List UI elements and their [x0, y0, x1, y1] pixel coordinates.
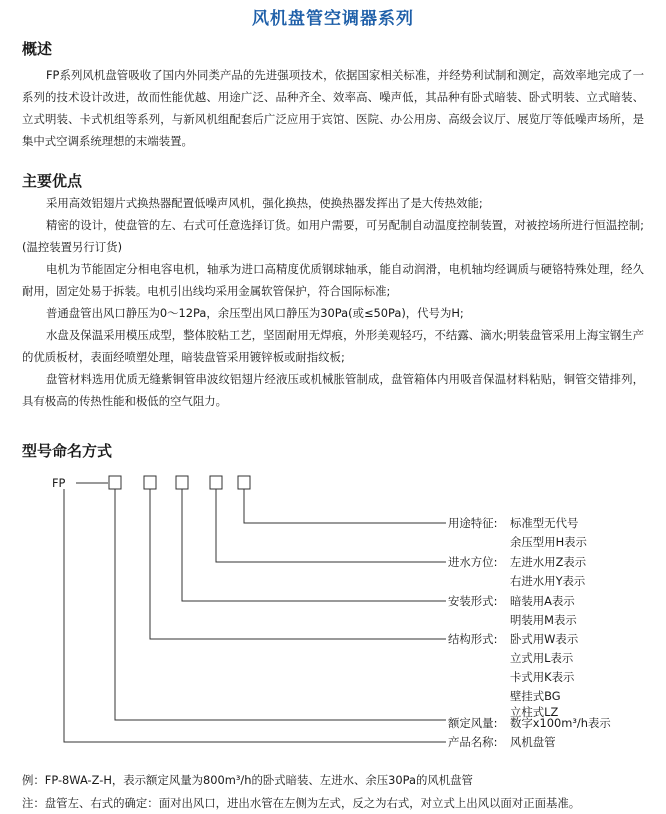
advantages-heading: 主要优点 — [22, 172, 83, 190]
remark-note: 注：盘管左、右式的确定：面对出风口，进出水管在左侧为左式，反之为右式，对立式上出风以面对正面基准。 — [22, 796, 581, 810]
usage-value: 标准型无代号 — [510, 516, 579, 530]
install-value: 明装用M表示 — [510, 613, 577, 627]
install-value: 暗装用A表示 — [510, 594, 575, 608]
code-box — [109, 476, 121, 489]
code-box — [210, 476, 222, 489]
usage-label: 用途特征: — [448, 516, 498, 530]
page-title: 风机盘管空调器系列 — [252, 9, 414, 29]
code-box — [144, 476, 156, 489]
overview-text: FP系列风机盘管吸收了国内外同类产品的先进强项技术，依据国家相关标准，并经势利试制和测定，高效率地完成了一系列的技术设计改进，故而性能优越、用途广泛、品种齐全、效率高、噪声低，其品种有卧式暗装、卧式明装、立式暗装、立式明装、卡式机组等系列，与新风机组配套后广泛应用于宾馆、医院、办公用房、高级会议厅、展览厅等低噪声场所，是集中式空调系统理想的末端装置。 — [22, 68, 644, 148]
usage-value: 余压型用H表示 — [510, 535, 587, 549]
structure-value: 壁挂式BG — [510, 689, 561, 703]
product-value: 风机盘管 — [510, 735, 556, 749]
advantage-paragraph: 电机为节能固定分相电容电机，轴承为进口高精度优质钢球轴承，能自动润滑，电机轴均经调质与硬铬特殊处理，经久耐用，固定处易于拆装。电机引出线均采用金属软管保护，符合国际标准; — [22, 262, 644, 298]
airflow-label: 额定风量: — [448, 716, 498, 730]
leader-install — [182, 489, 446, 601]
advantage-paragraph: 普通盘管出风口静压为0～12Pa，余压型出风口静压为30Pa(或≤50Pa)，代号为H; — [46, 306, 464, 320]
leader-airflow — [115, 489, 446, 720]
airflow-value: 数字x100m³/h表示 — [510, 716, 611, 730]
advantage-paragraph: 水盘及保温采用模压成型，整体胶粘工艺，坚固耐用无焊痕，外形美观轻巧，不结露、滴水;明装盘管采用上海宝钢生产的优质板材，表面经喷塑处理，暗装盘管采用镀锌板或耐指纹板; — [22, 328, 644, 364]
structure-value: 卧式用W表示 — [510, 632, 579, 646]
water-value: 左进水用Z表示 — [510, 555, 587, 569]
leader-water — [216, 489, 446, 562]
advantage-paragraph: 盘管材料选用优质无缝紫铜管串波纹铝翅片经液压或机械胀管制成，盘管箱体内用吸音保温材料粘贴，铜管交错排列，具有极高的传热性能和极低的空气阻力。 — [22, 372, 644, 408]
code-box — [238, 476, 250, 489]
leader-product — [64, 489, 446, 742]
example-note: 例：FP-8WA-Z-H，表示额定风量为800m³/h的卧式暗装、左进水、余压30Pa的风机盘管 — [22, 773, 473, 787]
product-label: 产品名称: — [448, 735, 498, 749]
model-prefix: FP — [52, 476, 66, 490]
leader-structure — [150, 489, 446, 639]
leader-usage — [244, 489, 446, 523]
advantage-paragraph: 采用高效铝翅片式换热器配置低噪声风机，强化换热，使换热器发挥出了是大传热效能; — [46, 196, 483, 210]
structure-value: 卡式用K表示 — [510, 670, 575, 684]
install-label: 安装形式: — [448, 594, 498, 608]
code-box — [176, 476, 188, 489]
structure-value: 立柱式LZ — [510, 705, 559, 719]
structure-value: 立式用L表示 — [510, 651, 574, 665]
structure-label: 结构形式: — [448, 632, 498, 646]
water-label: 进水方位: — [448, 555, 498, 569]
overview-heading: 概述 — [22, 40, 53, 58]
naming-heading: 型号命名方式 — [22, 442, 113, 460]
advantage-paragraph: 精密的设计，使盘管的左、右式可任意选择订货。如用户需要，可另配制自动温度控制装置，对被控场所进行恒温控制;(温控装置另行订货) — [22, 218, 644, 254]
water-value: 右进水用Y表示 — [510, 574, 586, 588]
